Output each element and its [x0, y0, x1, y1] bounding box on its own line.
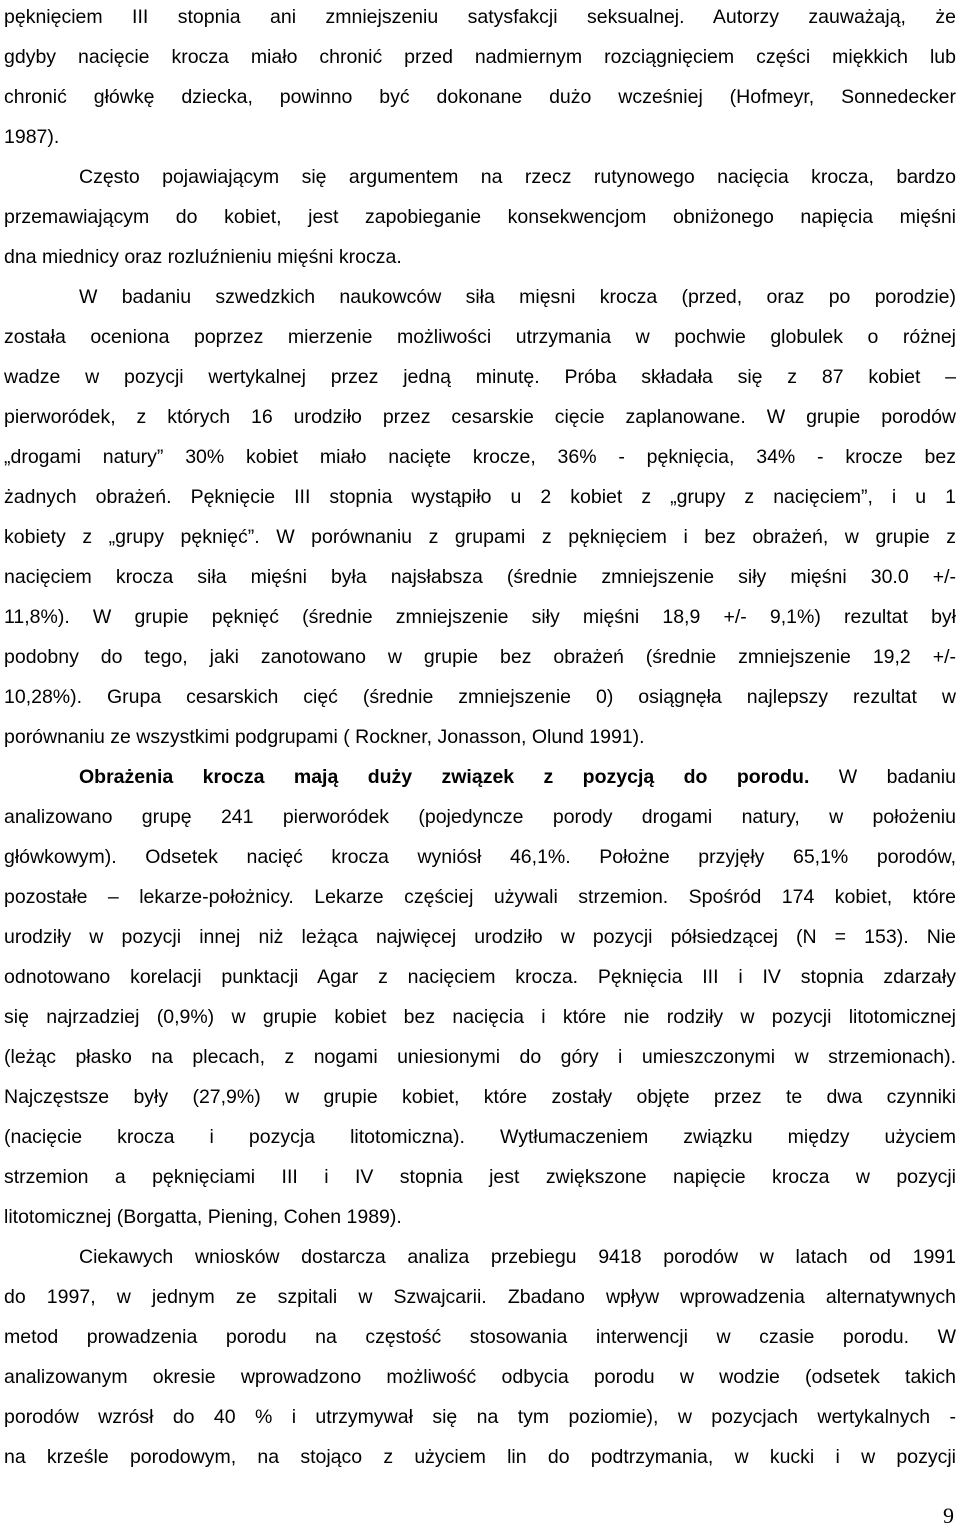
- text-line: analizowanym okresie wprowadzono możliwość odbycia porodu w wodzie (odsetek takich: [4, 1366, 956, 1388]
- text-line: W badaniu szwedzkich naukowców siła mięsni krocza (przed, oraz po porodzie): [79, 286, 956, 308]
- text-line: pozostałe – lekarze-położnicy. Lekarze częściej używali strzemion. Spośród 174 kobiet, które: [4, 886, 956, 908]
- text-line: dna miednicy oraz rozluźnieniu mięśni krocza.: [4, 246, 402, 268]
- text-line: podobny do tego, jaki zanotowano w grupie bez obrażeń (średnie zmniejszenie 19,2 +/-: [4, 646, 956, 668]
- text-line: analizowano grupę 241 pierworódek (pojedyncze porody drogami natury, w położeniu: [4, 806, 956, 828]
- text-run: W badaniu: [809, 766, 956, 788]
- text-line: 11,8%). W grupie pęknięć (średnie zmniejszenie siły mięśni 18,9 +/- 9,1%) rezultat był: [4, 606, 956, 628]
- text-line: (leżąc płasko na plecach, z nogami uniesionymi do góry i umieszczonymi w strzemionach).: [4, 1046, 956, 1068]
- text-line: (nacięcie krocza i pozycja litotomiczna). Wytłumaczeniem związku między użyciem: [4, 1126, 956, 1148]
- text-line: „drogami natury” 30% kobiet miało nacięte krocze, 36% - pęknięcia, 34% - krocze bez: [4, 446, 956, 468]
- text-line: chronić główkę dziecka, powinno być dokonane dużo wcześniej (Hofmeyr, Sonnedecker: [4, 86, 956, 108]
- text-line: nacięciem krocza siła mięśni była najsłabsza (średnie zmniejszenie siły mięśni 30.0 +/-: [4, 566, 956, 588]
- text-line: przemawiającym do kobiet, jest zapobieganie konsekwencjom obniżonego napięcia mięśni: [4, 206, 956, 228]
- text-line: na krześle porodowym, na stojąco z użyciem lin do podtrzymania, w kucki i w pozycji: [4, 1446, 956, 1468]
- text-line: 1987).: [4, 126, 60, 148]
- text-line: strzemion a pęknięciami III i IV stopnia jest zwiększone napięcie krocza w pozycji: [4, 1166, 956, 1188]
- page-number: 9: [943, 1503, 954, 1528]
- text-line: kobiety z „grupy pęknięć”. W porównaniu z grupami z pęknięciem i bez obrażeń, w grupie z: [4, 526, 956, 548]
- text-line: wadze w pozycji wertykalnej przez jedną minutę. Próba składała się z 87 kobiet –: [4, 366, 956, 388]
- text-line: Często pojawiającym się argumentem na rzecz rutynowego nacięcia krocza, bardzo: [79, 166, 956, 188]
- text-line: odnotowano korelacji punktacji Agar z nacięciem krocza. Pęknięcia III i IV stopnia zdarzały: [4, 966, 956, 988]
- text-line: pierworódek, z których 16 urodziło przez cesarskie cięcie zaplanowane. W grupie porodów: [4, 406, 956, 428]
- text-line: główkowym). Odsetek nacięć krocza wyniósł 46,1%. Położne przyjęły 65,1% porodów,: [4, 846, 956, 868]
- text-line: została oceniona poprzez mierzenie możliwości utrzymania w pochwie globulek o różnej: [4, 326, 956, 348]
- text-line: metod prowadzenia porodu na częstość stosowania interwencji w czasie porodu. W: [4, 1326, 956, 1348]
- text-line: pęknięciem III stopnia ani zmniejszeniu satysfakcji seksualnej. Autorzy zauważają, że: [4, 6, 956, 28]
- text-line: urodziły w pozycji innej niż leżąca najwięcej urodziło w pozycji półsiedzącej (N = 153). Nie: [4, 926, 956, 948]
- text-line: 10,28%). Grupa cesarskich cięć (średnie zmniejszenie 0) osiągnęła najlepszy rezultat w: [4, 686, 956, 708]
- text-line: się najrzadziej (0,9%) w grupie kobiet bez nacięcia i które nie rodziły w pozycji litotomicznej: [4, 1006, 956, 1028]
- text-line: porodów wzrósł do 40 % i utrzymywał się na tym poziomie), w pozycjach wertykalnych -: [4, 1406, 956, 1428]
- text-line: żadnych obrażeń. Pęknięcie III stopnia wystąpiło u 2 kobiet z „grupy z nacięciem”, i u 1: [4, 486, 956, 508]
- text-line: litotomicznej (Borgatta, Piening, Cohen 1989).: [4, 1206, 402, 1228]
- text-line: Ciekawych wniosków dostarcza analiza przebiegu 9418 porodów w latach od 1991: [79, 1246, 956, 1268]
- text-line: Najczęstsze były (27,9%) w grupie kobiet, które zostały objęte przez te dwa czynniki: [4, 1086, 956, 1108]
- bold-heading: Obrażenia krocza mają duży związek z pozycją do porodu.: [79, 766, 810, 788]
- text-line: porównaniu ze wszystkimi podgrupami ( Rockner, Jonasson, Olund 1991).: [4, 726, 645, 748]
- text-line: do 1997, w jednym ze szpitali w Szwajcarii. Zbadano wpływ wprowadzenia alternatywnych: [4, 1286, 956, 1308]
- text-line-with-heading: [79, 765, 956, 789]
- text-line: gdyby nacięcie krocza miało chronić przed nadmiernym rozciągnięciem części miękkich lub: [4, 46, 956, 68]
